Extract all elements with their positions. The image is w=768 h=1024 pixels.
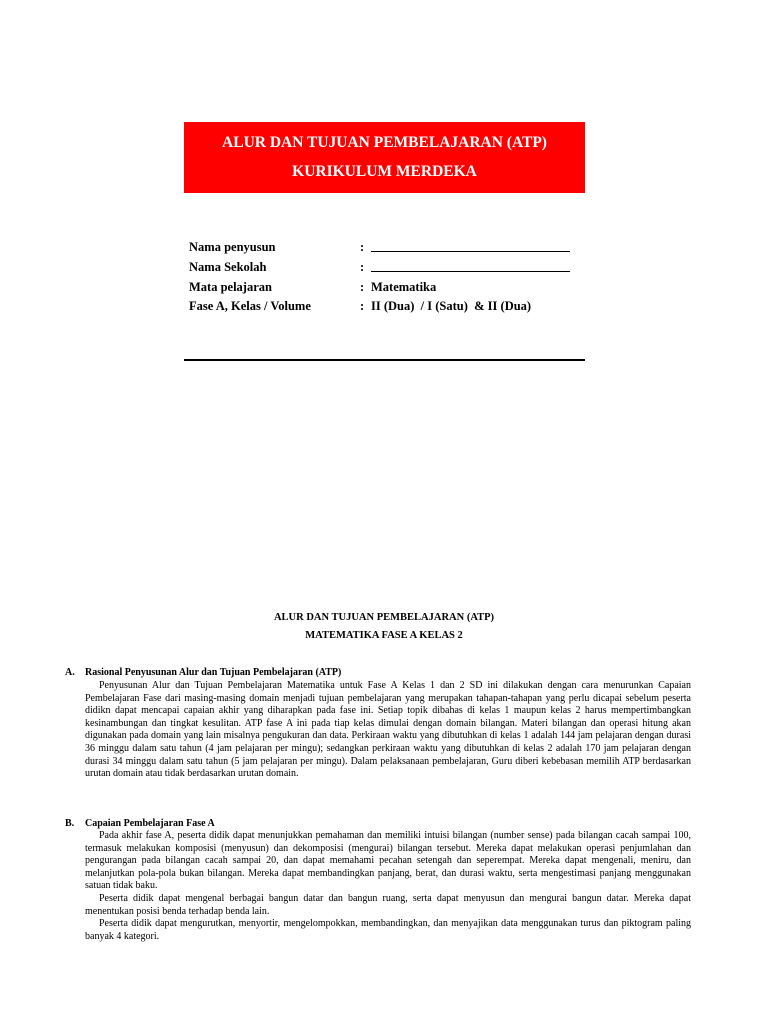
paragraph: Peserta didik dapat mengurutkan, menyortir, mengelompokkan, membandingkan, dan menyajikan data menggunakan turus dan piktogram paling banyak 4 kategori. bbox=[85, 918, 691, 942]
fill-in-blank bbox=[371, 251, 570, 252]
document-title-line-1: ALUR DAN TUJUAN PEMBELAJARAN (ATP) bbox=[273, 612, 495, 623]
info-label: Fase A, Kelas / Volume bbox=[189, 299, 311, 313]
section-body bbox=[85, 830, 691, 943]
section-body bbox=[85, 680, 691, 781]
section-heading: Rasional Penyusunan Alur dan Tujuan Pembelajaran (ATP) bbox=[85, 667, 342, 678]
banner-title-line-2: KURIKULUM MERDEKA bbox=[292, 163, 477, 180]
paragraph: Penyusunan Alur dan Tujuan Pembelajaran Matematika untuk Fase A Kelas 1 dan 2 SD ini dilakukan dengan cara menurunkan Capaian Pembelajaran Fase dari masing-masing domain menjadi tujuan pembelajaran yang merupakan tahapan-tahapan yang perlu dicapai sebelum peserta didikn dapat mencapai capaian akhir yang diharapkan pada fase ini. Setiap topik dibahas di kelas 1 maupun kelas 2 harus mempertimbangkan kesinambungan dan tingkat kesulitan. ATP fase A ini pada tiap kelas dimulai dengan domain bilangan. Materi bilangan dan operasi hitung akan digunakan pada domain yang lain misalnya pengukuran dan data. Perkiraan waktu yang dibutuhkan di kelas 1 adalah 144 jam pelajaran dengan durasi 36 minggu dalam satu tahun (4 jam pelajaran per mingu); sedangkan perkiraan waktu yang dibutuhkan di kelas 2 adalah 170 jam pelajaran dengan durasi 34 minggu dalam satu tahun (5 jam pelajaran per mingu). Dalam pelaksanaan pembelajaran, Guru diberi kebebasan memilih ATP berdasarkan urutan domain atau tidak berdasarkan urutan domain. bbox=[85, 680, 691, 780]
info-label: Nama Sekolah bbox=[189, 260, 267, 274]
horizontal-divider bbox=[184, 359, 585, 361]
info-label: Nama penyusun bbox=[189, 240, 276, 254]
section-marker: B. bbox=[65, 818, 75, 829]
info-separator: : bbox=[360, 280, 365, 294]
fill-in-blank bbox=[371, 271, 570, 272]
info-separator: : bbox=[360, 260, 365, 274]
info-value: Matematika bbox=[371, 280, 437, 294]
info-value: II (Dua) / I (Satu) & II (Dua) bbox=[371, 299, 532, 313]
banner-title-line-1: ALUR DAN TUJUAN PEMBELAJARAN (ATP) bbox=[222, 134, 547, 151]
paragraph: Pada akhir fase A, peserta didik dapat menunjukkan pemahaman dan memiliki intuisi bilangan (number sense) pada bilangan cacah sampai 100, termasuk melakukan komposisi (menyusun) dan dekomposisi (mengurai) bilangan tersebut. Mereka dapat melakukan operasi penjumlahan dan pengurangan pada bilangan cacah sampai 20, dan dapat memahami pecahan setengah dan seperempat. Mereka dapat mengenali, meniru, dan melanjutkan pola-pola bukan bilangan. Mereka dapat membandingkan panjang, berat, dan durasi waktu, serta mengestimasi panjang menggunakan satuan tidak baku. bbox=[85, 830, 691, 892]
document-title-line-2: MATEMATIKA FASE A KELAS 2 bbox=[305, 630, 463, 641]
info-separator: : bbox=[360, 299, 365, 313]
paragraph: Peserta didik dapat mengenal berbagai bangun datar dan bangun ruang, serta dapat menyusun dan mengurai bangun datar. Mereka dapat menentukan posisi benda terhadap benda lain. bbox=[85, 892, 691, 917]
section-heading: Capaian Pembelajaran Fase A bbox=[85, 818, 215, 829]
info-separator: : bbox=[360, 240, 365, 254]
section-marker: A. bbox=[65, 667, 75, 678]
title-banner bbox=[184, 122, 585, 193]
info-label: Mata pelajaran bbox=[189, 280, 272, 294]
